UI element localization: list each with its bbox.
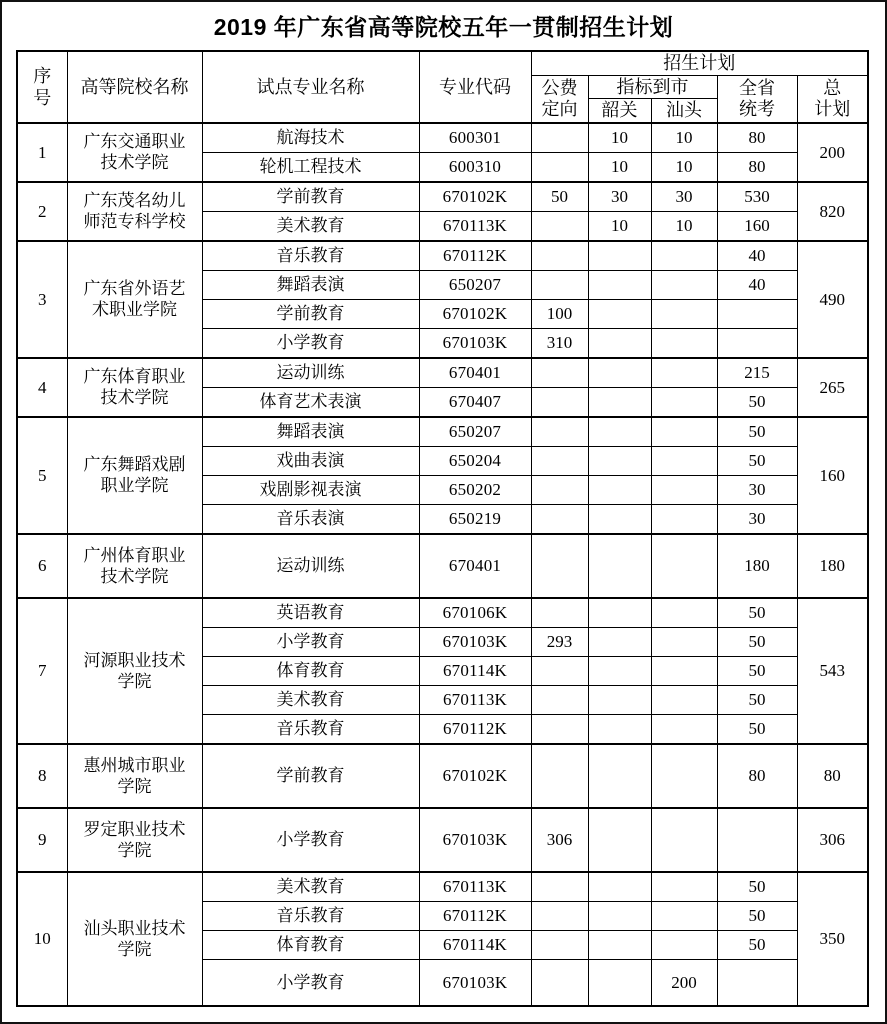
cell-major-name: 戏曲表演	[202, 446, 419, 475]
cell-total-plan: 200	[797, 123, 868, 182]
cell-major-code: 670112K	[419, 901, 531, 930]
cell-gongfei-dingxiang: 50	[531, 182, 588, 212]
cell-shantou-quota: 10	[651, 152, 717, 182]
cell-shantou-quota	[651, 504, 717, 534]
cell-major-code: 670401	[419, 534, 531, 598]
cell-sequence-number: 1	[17, 123, 67, 182]
cell-major-code: 600310	[419, 152, 531, 182]
cell-major-name: 音乐表演	[202, 504, 419, 534]
cell-total-plan: 543	[797, 598, 868, 744]
cell-sequence-number: 8	[17, 744, 67, 808]
cell-total-plan: 820	[797, 182, 868, 241]
cell-shaoguan-quota	[588, 930, 651, 959]
table-row	[17, 182, 868, 212]
table-row	[17, 241, 868, 271]
cell-shaoguan-quota	[588, 808, 651, 872]
cell-major-name: 体育教育	[202, 656, 419, 685]
cell-major-name: 运动训练	[202, 534, 419, 598]
cell-quansheng-tongkao: 215	[717, 358, 797, 388]
header-row-1	[17, 51, 868, 75]
cell-quansheng-tongkao: 50	[717, 417, 797, 447]
cell-shantou-quota	[651, 270, 717, 299]
cell-quansheng-tongkao: 40	[717, 270, 797, 299]
cell-major-code: 670114K	[419, 656, 531, 685]
cell-quansheng-tongkao: 160	[717, 211, 797, 241]
cell-gongfei-dingxiang	[531, 358, 588, 388]
cell-gongfei-dingxiang	[531, 714, 588, 744]
cell-shaoguan-quota	[588, 656, 651, 685]
gongfei-line2: 定向	[541, 98, 578, 119]
cell-shaoguan-quota	[588, 627, 651, 656]
cell-major-code: 650207	[419, 417, 531, 447]
cell-sequence-number: 7	[17, 598, 67, 744]
cell-quansheng-tongkao	[717, 959, 797, 1006]
cell-major-name: 英语教育	[202, 598, 419, 628]
cell-gongfei-dingxiang	[531, 475, 588, 504]
cell-major-name: 轮机工程技术	[202, 152, 419, 182]
cell-gongfei-dingxiang: 306	[531, 808, 588, 872]
cell-major-code: 650219	[419, 504, 531, 534]
cell-quansheng-tongkao: 30	[717, 504, 797, 534]
cell-major-name: 美术教育	[202, 872, 419, 902]
cell-gongfei-dingxiang	[531, 270, 588, 299]
cell-shaoguan-quota	[588, 685, 651, 714]
cell-major-name: 舞蹈表演	[202, 270, 419, 299]
cell-major-code: 670112K	[419, 714, 531, 744]
cell-major-name: 航海技术	[202, 123, 419, 153]
cell-major-name: 学前教育	[202, 299, 419, 328]
cell-major-code: 670112K	[419, 241, 531, 271]
cell-quansheng-tongkao: 50	[717, 627, 797, 656]
cell-major-name: 学前教育	[202, 744, 419, 808]
cell-shantou-quota	[651, 901, 717, 930]
cell-shantou-quota	[651, 328, 717, 358]
cell-shantou-quota: 200	[651, 959, 717, 1006]
cell-major-code: 670114K	[419, 930, 531, 959]
cell-total-plan: 80	[797, 744, 868, 808]
seq-label-line2: 号	[33, 88, 52, 109]
total-line1: 总	[823, 78, 842, 99]
cell-major-code: 670113K	[419, 685, 531, 714]
cell-gongfei-dingxiang	[531, 872, 588, 902]
cell-major-name: 学前教育	[202, 182, 419, 212]
cell-gongfei-dingxiang	[531, 598, 588, 628]
total-line2: 计划	[814, 98, 851, 119]
table-row	[17, 598, 868, 628]
cell-major-code: 650207	[419, 270, 531, 299]
cell-major-name: 音乐教育	[202, 714, 419, 744]
cell-school-name: 汕头职业技术 学院	[67, 872, 202, 1006]
cell-shantou-quota	[651, 714, 717, 744]
cell-major-name: 体育艺术表演	[202, 387, 419, 417]
table-body	[17, 123, 868, 1006]
cell-gongfei-dingxiang	[531, 959, 588, 1006]
cell-major-code: 670102K	[419, 182, 531, 212]
table-container	[2, 50, 885, 1007]
cell-major-code: 670102K	[419, 744, 531, 808]
table-row	[17, 358, 868, 388]
cell-sequence-number: 4	[17, 358, 67, 417]
table-row	[17, 534, 868, 598]
cell-major-name: 小学教育	[202, 959, 419, 1006]
cell-quansheng-tongkao	[717, 328, 797, 358]
cell-gongfei-dingxiang	[531, 387, 588, 417]
column-header-plan-group: 招生计划	[531, 51, 868, 75]
cell-school-name: 广州体育职业 技术学院	[67, 534, 202, 598]
column-header-shantou: 汕头	[651, 99, 717, 123]
column-header-shaoguan: 韶关	[588, 99, 651, 123]
cell-major-code: 670103K	[419, 627, 531, 656]
cell-school-name: 广东交通职业 技术学院	[67, 123, 202, 182]
cell-total-plan: 265	[797, 358, 868, 417]
cell-shaoguan-quota	[588, 241, 651, 271]
cell-gongfei-dingxiang: 100	[531, 299, 588, 328]
cell-major-name: 舞蹈表演	[202, 417, 419, 447]
cell-major-code: 670103K	[419, 328, 531, 358]
table-row	[17, 808, 868, 872]
seq-label-line1: 序	[33, 65, 52, 86]
table-row	[17, 744, 868, 808]
cell-quansheng-tongkao: 50	[717, 714, 797, 744]
cell-shaoguan-quota	[588, 417, 651, 447]
cell-shantou-quota: 10	[651, 211, 717, 241]
cell-shaoguan-quota	[588, 872, 651, 902]
gongfei-line1: 公费	[541, 78, 578, 99]
cell-school-name: 惠州城市职业 学院	[67, 744, 202, 808]
cell-school-name: 广东茂名幼儿 师范专科学校	[67, 182, 202, 241]
cell-school-name: 广东舞蹈戏剧 职业学院	[67, 417, 202, 534]
cell-quansheng-tongkao: 80	[717, 123, 797, 153]
cell-major-name: 小学教育	[202, 328, 419, 358]
cell-sequence-number: 5	[17, 417, 67, 534]
cell-shantou-quota	[651, 446, 717, 475]
cell-quansheng-tongkao: 50	[717, 656, 797, 685]
cell-shantou-quota	[651, 598, 717, 628]
cell-major-name: 小学教育	[202, 808, 419, 872]
column-header-code: 专业代码	[419, 51, 531, 123]
cell-gongfei-dingxiang	[531, 241, 588, 271]
cell-shantou-quota	[651, 930, 717, 959]
cell-major-name: 体育教育	[202, 930, 419, 959]
cell-shantou-quota	[651, 387, 717, 417]
cell-shantou-quota	[651, 417, 717, 447]
cell-quansheng-tongkao	[717, 299, 797, 328]
cell-gongfei-dingxiang	[531, 152, 588, 182]
quansheng-line1: 全省	[739, 78, 775, 99]
cell-major-name: 音乐教育	[202, 241, 419, 271]
cell-shantou-quota	[651, 685, 717, 714]
cell-shaoguan-quota	[588, 358, 651, 388]
cell-shaoguan-quota	[588, 901, 651, 930]
enrollment-plan-table	[16, 50, 869, 1007]
column-header-gongfei-dingxiang	[531, 75, 588, 123]
cell-quansheng-tongkao: 50	[717, 387, 797, 417]
cell-sequence-number: 2	[17, 182, 67, 241]
cell-sequence-number: 10	[17, 872, 67, 1006]
cell-major-code: 650204	[419, 446, 531, 475]
cell-major-name: 运动训练	[202, 358, 419, 388]
cell-major-code: 650202	[419, 475, 531, 504]
cell-shantou-quota	[651, 808, 717, 872]
cell-shaoguan-quota	[588, 387, 651, 417]
cell-shantou-quota: 30	[651, 182, 717, 212]
cell-major-code: 670113K	[419, 211, 531, 241]
cell-shaoguan-quota	[588, 534, 651, 598]
cell-quansheng-tongkao: 80	[717, 152, 797, 182]
cell-gongfei-dingxiang	[531, 744, 588, 808]
cell-gongfei-dingxiang	[531, 504, 588, 534]
cell-quansheng-tongkao: 530	[717, 182, 797, 212]
cell-school-name: 罗定职业技术 学院	[67, 808, 202, 872]
cell-shaoguan-quota	[588, 446, 651, 475]
cell-shaoguan-quota	[588, 744, 651, 808]
column-header-seq	[17, 51, 67, 123]
column-header-zhibiao-daoshi: 指标到市	[588, 75, 717, 99]
column-header-major: 试点专业名称	[202, 51, 419, 123]
cell-gongfei-dingxiang	[531, 446, 588, 475]
cell-total-plan: 350	[797, 872, 868, 1006]
cell-shantou-quota	[651, 872, 717, 902]
page-title: 2019 年广东省高等院校五年一贯制招生计划	[213, 14, 674, 40]
cell-total-plan: 306	[797, 808, 868, 872]
cell-major-code: 670102K	[419, 299, 531, 328]
cell-major-code: 670401	[419, 358, 531, 388]
cell-major-code: 600301	[419, 123, 531, 153]
cell-sequence-number: 6	[17, 534, 67, 598]
cell-shantou-quota	[651, 534, 717, 598]
cell-shantou-quota: 10	[651, 123, 717, 153]
cell-shantou-quota	[651, 299, 717, 328]
cell-major-code: 670103K	[419, 808, 531, 872]
table-row	[17, 872, 868, 902]
cell-school-name: 河源职业技术 学院	[67, 598, 202, 744]
cell-school-name: 广东体育职业 技术学院	[67, 358, 202, 417]
cell-sequence-number: 3	[17, 241, 67, 358]
cell-total-plan: 180	[797, 534, 868, 598]
cell-major-name: 美术教育	[202, 685, 419, 714]
cell-gongfei-dingxiang	[531, 417, 588, 447]
cell-total-plan: 490	[797, 241, 868, 358]
cell-quansheng-tongkao: 50	[717, 446, 797, 475]
cell-gongfei-dingxiang	[531, 901, 588, 930]
cell-shaoguan-quota	[588, 598, 651, 628]
cell-gongfei-dingxiang	[531, 930, 588, 959]
cell-shaoguan-quota: 10	[588, 123, 651, 153]
cell-gongfei-dingxiang	[531, 534, 588, 598]
cell-shantou-quota	[651, 627, 717, 656]
cell-gongfei-dingxiang: 310	[531, 328, 588, 358]
cell-shaoguan-quota	[588, 270, 651, 299]
quansheng-line2: 统考	[739, 98, 775, 119]
column-header-quansheng-tongkao	[717, 75, 797, 123]
cell-major-code: 670113K	[419, 872, 531, 902]
cell-shantou-quota	[651, 358, 717, 388]
cell-major-code: 670103K	[419, 959, 531, 1006]
column-header-total-plan	[797, 75, 868, 123]
cell-shaoguan-quota: 10	[588, 152, 651, 182]
cell-gongfei-dingxiang	[531, 656, 588, 685]
cell-quansheng-tongkao: 80	[717, 744, 797, 808]
cell-major-name: 小学教育	[202, 627, 419, 656]
cell-shantou-quota	[651, 656, 717, 685]
cell-shantou-quota	[651, 744, 717, 808]
cell-total-plan: 160	[797, 417, 868, 534]
cell-shaoguan-quota	[588, 299, 651, 328]
cell-major-name: 美术教育	[202, 211, 419, 241]
cell-major-name: 音乐教育	[202, 901, 419, 930]
cell-school-name: 广东省外语艺 术职业学院	[67, 241, 202, 358]
cell-shaoguan-quota: 30	[588, 182, 651, 212]
table-header	[17, 51, 868, 123]
cell-quansheng-tongkao: 30	[717, 475, 797, 504]
cell-quansheng-tongkao	[717, 808, 797, 872]
cell-quansheng-tongkao: 40	[717, 241, 797, 271]
cell-gongfei-dingxiang	[531, 123, 588, 153]
cell-quansheng-tongkao: 50	[717, 930, 797, 959]
cell-major-code: 670407	[419, 387, 531, 417]
cell-shaoguan-quota	[588, 475, 651, 504]
cell-gongfei-dingxiang	[531, 211, 588, 241]
cell-quansheng-tongkao: 180	[717, 534, 797, 598]
cell-major-code: 670106K	[419, 598, 531, 628]
cell-quansheng-tongkao: 50	[717, 872, 797, 902]
cell-shaoguan-quota	[588, 504, 651, 534]
cell-gongfei-dingxiang	[531, 685, 588, 714]
cell-shaoguan-quota: 10	[588, 211, 651, 241]
cell-quansheng-tongkao: 50	[717, 901, 797, 930]
cell-quansheng-tongkao: 50	[717, 685, 797, 714]
table-row	[17, 123, 868, 153]
cell-shantou-quota	[651, 241, 717, 271]
cell-major-name: 戏剧影视表演	[202, 475, 419, 504]
cell-shantou-quota	[651, 475, 717, 504]
cell-sequence-number: 9	[17, 808, 67, 872]
table-row	[17, 417, 868, 447]
cell-quansheng-tongkao: 50	[717, 598, 797, 628]
cell-shaoguan-quota	[588, 328, 651, 358]
cell-gongfei-dingxiang: 293	[531, 627, 588, 656]
cell-shaoguan-quota	[588, 714, 651, 744]
column-header-school: 高等院校名称	[67, 51, 202, 123]
cell-shaoguan-quota	[588, 959, 651, 1006]
